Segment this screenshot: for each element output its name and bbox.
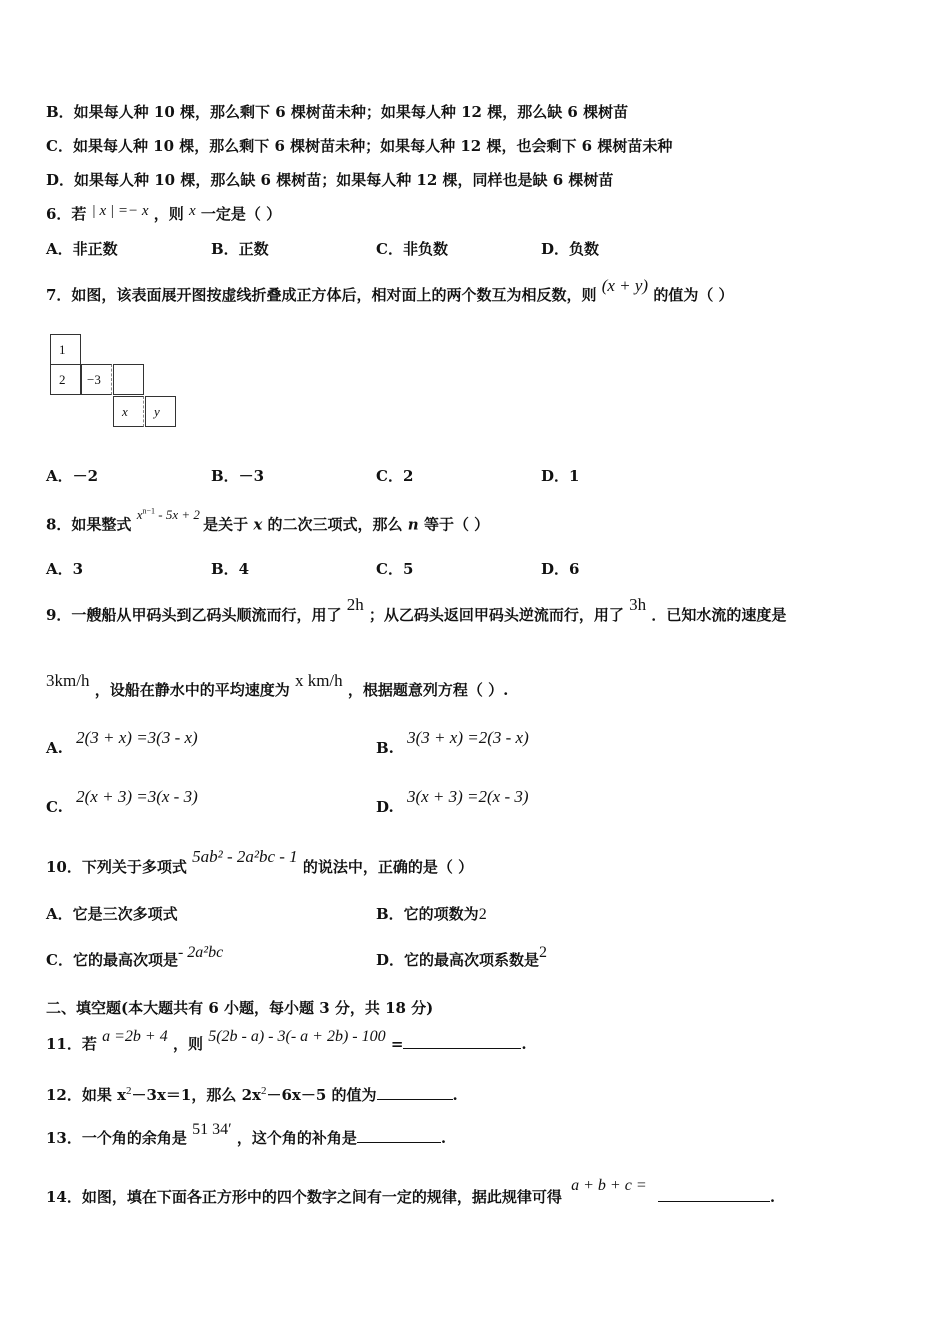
q7-option-a: A．－2 (46, 467, 99, 485)
q5-option-d: D．如果每人种 10 棵，那么缺 6 棵树苗；如果每人种 12 棵，同样也是缺 6 棵树苗 (46, 171, 614, 189)
q7-option-d: D．1 (541, 467, 580, 485)
q10-stem (46, 847, 474, 877)
q10-option-c-val: - 2a²bc (177, 944, 224, 961)
q11-eq: = (390, 1035, 404, 1053)
q8-option-b: B．4 (211, 560, 250, 578)
q10-option-a: A．它是三次多项式 (46, 905, 178, 923)
q10-suffix: 的说法中，正确的是（ ） (302, 858, 474, 876)
q8-option-c: C．5 (376, 560, 414, 578)
q11-answer-blank[interactable] (403, 1034, 521, 1049)
q9-option-a: A. 2(3 + x) =3(3 - x) (46, 728, 198, 757)
q8-prefix: 8．如果整式 (46, 515, 132, 534)
q11-mid: ，则 (172, 1035, 203, 1053)
q11-stem: 11．若 a =2b + 4 ，则 5(2b - a) - 3(- a + 2b) - 100 = . (46, 1028, 527, 1053)
q8-suffix: 等于（ ） (423, 515, 490, 534)
q13-stem: 13．一个角的余角是 51 34′ ，这个角的补角是 . (46, 1121, 447, 1147)
q9-stem (46, 595, 787, 625)
q6-option-d: D．负数 (541, 240, 600, 258)
q9-speed: 3km/h (46, 671, 90, 690)
q10-option-d: D．它的最高次项系数是2 (376, 944, 548, 969)
q9-option-b-eq: 3(3 + x) =2(3 - x) (407, 728, 529, 747)
q6-var: x (188, 203, 196, 219)
q6-prefix: 6．若 (46, 205, 87, 223)
q11-expr: 5(2b - a) - 3(- a + 2b) - 100 (208, 1028, 386, 1045)
q10-math: 5ab² - 2a²bc - 1 (192, 847, 298, 866)
section-2-heading: 二、填空题(本大题共有 6 小题，每小题 3 分，共 18 分) (46, 999, 434, 1017)
cube-face-1: 1 (50, 334, 81, 365)
q9-option-c-eq: 2(x + 3) =3(x - 3) (76, 787, 198, 806)
q8-var: x (253, 515, 263, 534)
q14-expr: a + b + c = (571, 1177, 647, 1194)
q7-stem (46, 276, 734, 305)
q9-option-d: D. 3(x + 3) =2(x - 3) (376, 787, 529, 816)
q8-stem (46, 507, 490, 535)
q8-mid2: 的二次三项式，那么 (267, 515, 403, 534)
cube-face-blank (113, 364, 144, 395)
q5-option-c: C．如果每人种 10 棵，那么剩下 6 棵树苗未种；如果每人种 12 棵，也会剩下 6 棵树苗未种 (46, 137, 673, 155)
q9-line2-mid: ，设船在静水中的平均速度为 (94, 681, 290, 699)
q9-line2-suffix: ，根据题意列方程（ ）. (347, 681, 509, 699)
q6-option-a: A．非正数 (46, 240, 118, 258)
q9-option-d-eq: 3(x + 3) =2(x - 3) (406, 787, 529, 806)
q12-answer-blank[interactable] (377, 1085, 453, 1100)
q9-option-b: B. 3(3 + x) =2(3 - x) (376, 728, 529, 757)
q6-math: | x | =− x (91, 203, 149, 219)
cube-face-x: x (113, 396, 144, 427)
q7-option-c: C．2 (376, 467, 414, 485)
q13-angle: 51 34′ (192, 1121, 232, 1138)
q6-mid: ，则 (153, 205, 184, 223)
q9-option-a-eq: 2(3 + x) =3(3 - x) (76, 728, 198, 747)
q13-answer-blank[interactable] (357, 1128, 441, 1143)
cube-face-y: y (145, 396, 176, 427)
q9-option-c: C. 2(x + 3) =3(x - 3) (46, 787, 198, 816)
q8-option-a: A．3 (46, 560, 84, 578)
q8-mid: 是关于 (203, 515, 249, 534)
q10-option-d-val: 2 (539, 944, 548, 961)
q6-suffix: 一定是（ ） (200, 205, 282, 223)
q7-math: (x + y) (601, 276, 649, 295)
q5-option-b: B．如果每人种 10 棵，那么剩下 6 棵树苗未种；如果每人种 12 棵，那么缺 6 棵树苗 (46, 103, 629, 121)
cube-face-minus3: −3 (81, 364, 112, 395)
q6-option-c: C．非负数 (376, 240, 448, 258)
q9-t1: 2h (346, 595, 364, 614)
q9-t2: 3h (629, 595, 647, 614)
q7-option-b: B．－3 (211, 467, 265, 485)
q11-cond: a =2b + 4 (102, 1028, 168, 1045)
q12-stem: 12．如果 $x^2-3x=1$，那么 $2x^2-6x-5$ 的值为 . (46, 1085, 458, 1104)
q14-answer-blank[interactable] (658, 1187, 770, 1202)
q10-option-b-val: 2 (478, 906, 487, 923)
q9-prefix: 9．一艘船从甲码头到乙码头顺流而行，用了 (46, 606, 342, 624)
q9-mid: ；从乙码头返回甲码头逆流而行，用了 (368, 606, 624, 624)
q8-math: $x^{n-1} - 5x + 2$ (136, 507, 200, 523)
q6-option-b: B．正数 (211, 240, 269, 258)
q9-speed2: x km/h (294, 671, 343, 690)
q6-stem (46, 204, 281, 225)
cube-face-2: 2 (50, 364, 81, 395)
q8-var2: n (407, 515, 419, 534)
q9-suffix: ．已知水流的速度是 (651, 606, 787, 624)
q11-prefix: 11．若 (46, 1035, 97, 1053)
q10-option-b: B．它的项数为2 (376, 905, 487, 923)
q14-stem: 14．如图，填在下面各正方形中的四个数字之间有一定的规律，据此规律可得 a + b + c = . (46, 1177, 776, 1206)
q7-suffix: 的值为（ ） (653, 286, 734, 304)
q8-option-d: D．6 (541, 560, 580, 578)
q10-prefix: 10．下列关于多项式 (46, 858, 187, 876)
q9-stem-line2 (46, 671, 509, 700)
q7-prefix: 7．如图，该表面展开图按虚线折叠成正方体后，相对面上的两个数互为相反数，则 (46, 286, 597, 304)
q10-option-c: C．它的最高次项是- 2a²bc (46, 944, 224, 969)
